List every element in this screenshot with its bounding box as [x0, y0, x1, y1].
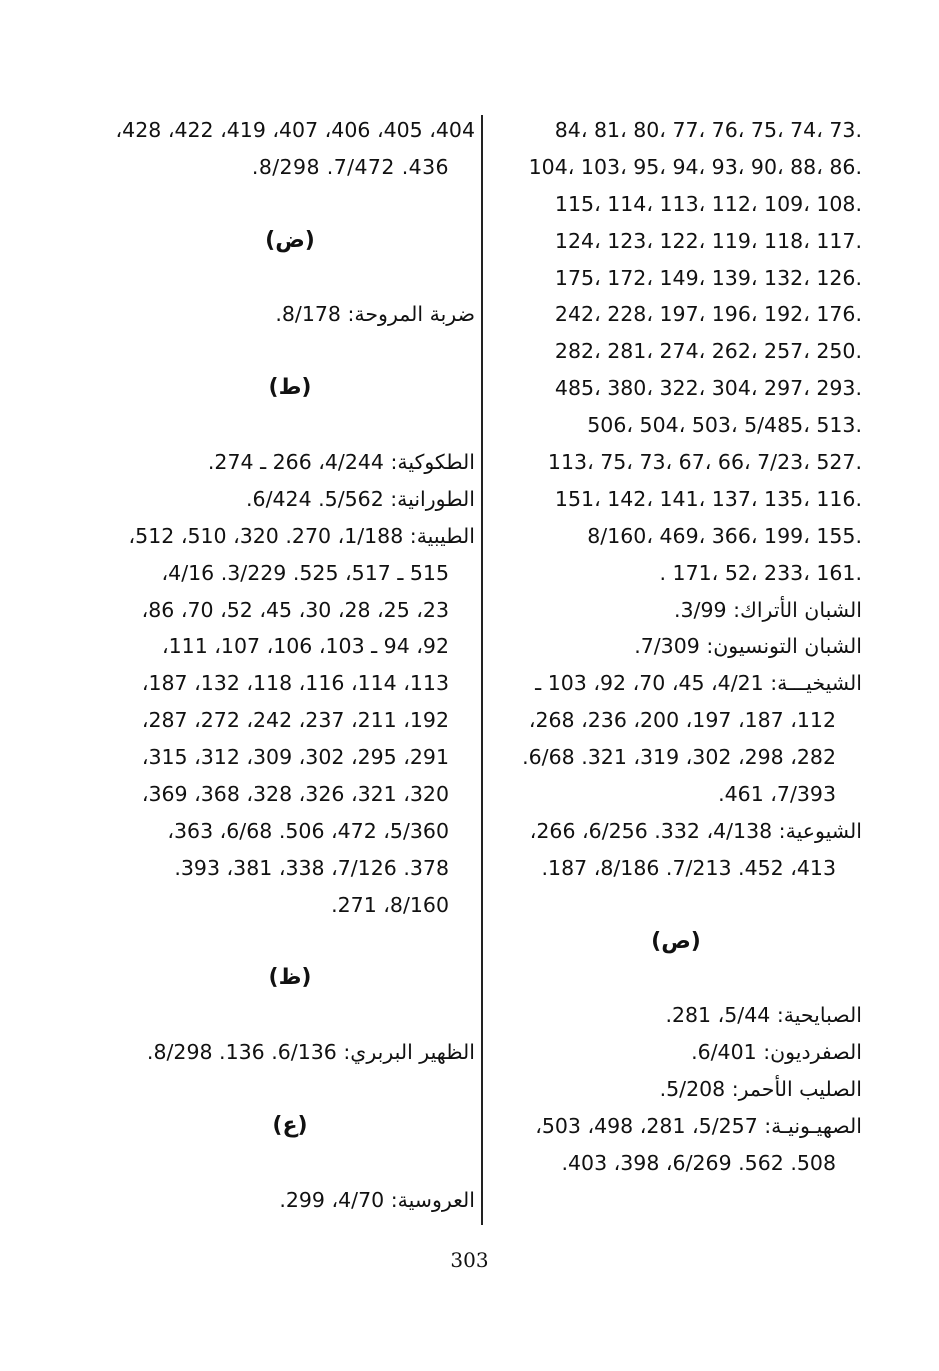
index-line: 112، 187، 197، 200، 236، 268،	[528, 708, 836, 733]
right-column	[490, 112, 862, 1182]
index-line: 291، 295، 302، 309، 312، 315،	[141, 745, 449, 770]
index-line: 5/360، 472، 506. 6/68، 363،	[167, 818, 449, 843]
index-line: 508. 562. 6/269، 398، 403.	[561, 1150, 836, 1175]
index-line: 436. 7/472. 8/298.	[251, 154, 449, 179]
column-divider	[481, 115, 483, 1225]
index-line: 113، 114، 116، 118، 132، 187،	[141, 671, 449, 696]
index-line: .126 ،132 ،139 ،149 ،172 ،175	[554, 265, 862, 290]
index-line: 8/160، 271.	[331, 892, 449, 917]
index-entry: الصليب الأحمر: 5/208.	[659, 1077, 862, 1102]
index-entry: الشبان الأتراك: 3/99.	[673, 597, 862, 622]
index-entry: ضربة المروحة: 8/178.	[275, 302, 475, 327]
index-line: 23، 25، 28، 30، 45، 52، 70، 86،	[141, 597, 449, 622]
index-line: .250 ،257 ،262 ،274 ،281 ،282	[554, 339, 862, 364]
index-entry: الشيوعية: 4/138، 332. 6/256، 266،	[529, 818, 862, 843]
index-entry: الصهيـونيـة: 5/257، 281، 498، 503،	[535, 1114, 862, 1139]
index-line: .161 ،233 ،52 ،171 .	[659, 560, 862, 585]
index-line: .176 ،192 ،196 ،197 ،228 ،242	[554, 302, 862, 327]
index-line: 515 ـ 517، 525. 3/229. 4/16،	[161, 560, 449, 585]
index-entry: الشبان التونسيون: 7/309.	[634, 634, 862, 659]
letter-heading-za: (ظ)	[268, 965, 312, 991]
index-entry: الطورانية: 5/562. 6/424.	[246, 486, 475, 511]
letter-heading-ta: (ط)	[268, 375, 312, 401]
index-line: .527 ،7/23 ،66 ،67 ،73 ،75 ،113	[547, 450, 862, 475]
index-entry: الظهير البربري: 6/136. 136. 8/298.	[146, 1040, 475, 1065]
letter-heading-ain: (ع)	[272, 1113, 308, 1139]
index-line: .155 ،199 ،366 ،469 ،8/160	[587, 523, 862, 548]
index-line: .117 ،118 ،119 ،122 ،123 ،124	[554, 228, 862, 253]
index-line: 413، 452. 7/213. 8/186، 187.	[541, 855, 836, 880]
index-line: .293 ،297 ،304 ،322 ،380 ،485	[554, 376, 862, 401]
index-line: 378. 7/126، 338، 381، 393.	[174, 855, 449, 880]
index-line: .513 ،5/485 ،503 ،504 ،506	[587, 413, 862, 438]
index-entry: الشيخيـــة: 4/21، 45، 70، 92، 103 ـ	[535, 671, 862, 696]
index-entry: الطيبية: 1/188، 270. 320، 510، 512،	[128, 523, 475, 548]
index-line: 192، 211، 237، 242، 272، 287،	[141, 708, 449, 733]
index-entry: الصبايحية: 5/44، 281.	[665, 1003, 862, 1028]
letter-heading-dad: (ض)	[265, 227, 315, 253]
left-column	[105, 112, 475, 1219]
index-line: 282، 298، 302، 319، 321. 6/68.	[522, 745, 836, 770]
index-entry: الطكوكية: 4/244، 266 ـ 274.	[207, 450, 475, 475]
index-line: .108 ،109 ،112 ،113 ،114 ،115	[554, 191, 862, 216]
index-entry: الصفرديون: 6/401.	[691, 1040, 862, 1065]
letter-heading-sad: (ص)	[651, 928, 701, 954]
index-line: 404، 405، 406، 407، 419، 422، 428،	[115, 118, 475, 142]
index-line: 7/393، 461.	[718, 782, 836, 807]
index-line: 320، 321، 326، 328، 368، 369،	[141, 782, 449, 807]
index-line: .73 ،74 ،75 ،76 ،77 ،80 ،81 ،84	[554, 118, 862, 142]
index-line: .116 ،135 ،137 ،141 ،142 ،151	[554, 486, 862, 511]
index-line: 92، 94 ـ 103، 106، 107، 111،	[162, 634, 449, 659]
index-line: .86 ،88 ،90 ،93 ،94 ،95 ،103 ،104	[528, 154, 862, 179]
page-number: 303	[450, 1248, 489, 1272]
index-entry: العروسية: 4/70، 299.	[279, 1187, 475, 1212]
